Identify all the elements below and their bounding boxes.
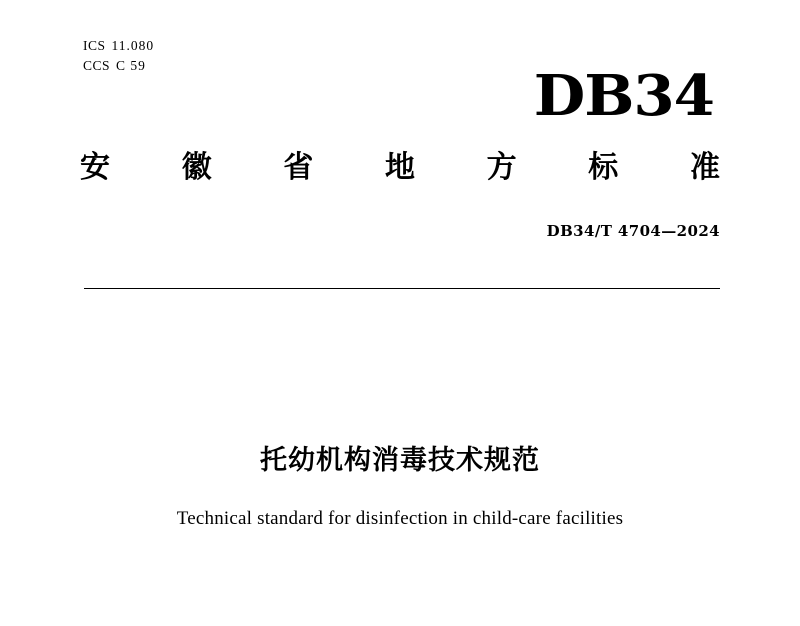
province-char-2: 徽 xyxy=(181,150,212,185)
province-char-1: 安 xyxy=(80,150,110,185)
province-char-6: 标 xyxy=(588,150,619,185)
province-char-5: 方 xyxy=(486,150,517,185)
ccs-line xyxy=(83,56,154,76)
classification-block xyxy=(83,36,154,76)
ics-value: 11.080 xyxy=(111,38,155,53)
province-char-4: 地 xyxy=(384,150,415,185)
document-title-chinese: 托幼机构消毒技术规范 xyxy=(260,445,540,476)
ccs-value: C 59 xyxy=(116,58,146,73)
ccs-label: CCS xyxy=(83,58,111,73)
province-char-7: 准 xyxy=(689,150,720,185)
horizontal-divider xyxy=(84,288,720,289)
ics-label: ICS xyxy=(83,38,106,53)
province-char-3: 省 xyxy=(283,150,314,185)
db34-logo: DB34 xyxy=(533,63,714,129)
document-title-english: Technical standard for disinfection in child-care facilities xyxy=(176,508,624,529)
province-standard-title xyxy=(80,148,720,188)
ics-line xyxy=(83,36,154,56)
standard-number: DB34/T 4704—2024 xyxy=(546,222,720,240)
